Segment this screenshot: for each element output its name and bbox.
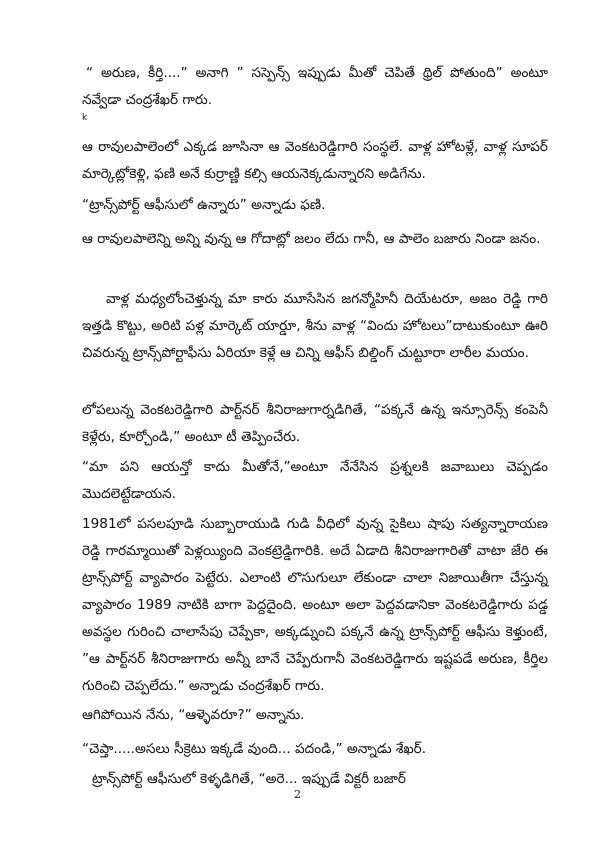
paragraph-10: “చెప్తా.....అసలు సీక్రెటు ఇక్కడే వుంది... పదండి,” అన్నాడు శేఖర్. <box>82 741 427 757</box>
paragraph-2: ఆ రావులపాలెంలో ఎక్కడ జూసినా ఆ వెంకటరెడ్డిగారి సంస్థలే. వాళ్ల హోటళ్లే, వాళ్ల సూపర్ మార్కెట్లోకెళ్లి, ఫణి అనే కుర్రాణ్ణి కల్సి ఆయనెక్కడున్నారని అడిగేను. <box>82 139 548 182</box>
paragraph-6: లోపలున్న వెంకటరెడ్డిగారి పార్ట్‌నర్ శీనిరాజుగార్నడిగితే, “పక్కనే ఉన్న ఇన్సూరెన్స్ కంపెనీ కెళ్లేరు, కూర్చోండి,” అంటూ టీ తెప్పించేరు. <box>82 402 548 445</box>
paragraph-1: “ అరుణ, కీర్తి....” అనాగి ” సస్పెన్స్ ఇప్పుడు మీతో చెపితే థ్రిల్ పోతుంది” అంటూ నవ్వేడా చంద్రశేఖర్ గారు. <box>82 65 548 108</box>
page-number: 2 <box>294 788 301 801</box>
paragraph-8: 1981లో పసలపూడి సుబ్బారాయుడి గుడి వీధిలో వున్న సైకిలు షాపు సత్యన్నారాయణ రెడ్డి గారమ్మాయితో పెళ్లయ్యింది వెంకట్రెడ్డిగారికి. అదే ఏడాది శీనిరాజుగారితో వాటా జేరి ఈ ట్రాన్స్‌పోర్ట్ వ్యాపారం పెట్టేరు. ఎలాంటి లొసుగులూ లేకుండా చాలా నిజాయితీగా చేస్తున్న వ్యాపారం 1989 నాటికి బాగా పెద్దదైంది. అంటూ అలా పెద్దవడానికా వెంకటరెడ్డిగారు పడ్డ అవస్థల గురించి చాలాసేపు చెప్పేకా, అక్కడ్నుంచి పక్కనే ఉన్న ట్రాన్స్‌పోర్ట్ ఆఫీసు కెళ్తుంటే, ”ఆ పార్ట్‌నర్ శీనిరాజుగారు అన్నీ బానే చెప్పేరుగానీ వెంకటరెడ్డిగారు ఇష్టపడే అరుణ, కీర్తిల గురించి చెప్పలేదు.” అన్నాడు చంద్రశేఖర్ గారు. <box>82 516 548 694</box>
paragraph-11: ట్రాన్స్‌పోర్ట్ ఆఫీసులో కెళ్ళడిగితే, “అరె... ఇప్పుడే విక్టరీ బజార్ <box>92 771 406 787</box>
paragraph-3: “ట్రాన్స్‌పోర్ట్ ఆఫీసులో ఉన్నారు” అన్నాడు ఫణి. <box>82 197 326 213</box>
paragraph-7: “మా పని ఆయన్తో కాదు మీతోనే,”అంటూ నేనేసిన ప్రశ్నలకి జవాబులు చెప్పడం మొదలెట్టేడాయన. <box>82 459 548 502</box>
paragraph-5: వాళ్ల మధ్యలోంచెళ్తున్న మా కారు మూసేసిన జగన్మోహినీ దియేటరూ, అజం రెడ్డి గారి ఇత్తడి కొట్టు, అరిటి పళ్ల మార్కెట్ యార్డూ, శీను వాళ్ల “విందు హోటలు”దాటుకుంటూ ఊరి చివరున్న ట్రాన్స్‌పోర్టాఫీసు ఏరియా కెళ్లే ఆ చిన్ని ఆఫీస్ బిల్డింగ్ చుట్టూరా లారీల మయం. <box>82 291 548 361</box>
stray-marker: k <box>82 113 88 123</box>
paragraph-9: ఆగిపోయిన నేను, “ఆళ్ళెవరూ?” అన్నాను. <box>82 707 305 723</box>
paragraph-4: ఆ రావులపాలెన్ని అన్ని వున్న ఆ గోదాట్లో జలం లేదు గానీ, ఆ పాలెం బజారు నిండా జనం. <box>82 231 541 247</box>
